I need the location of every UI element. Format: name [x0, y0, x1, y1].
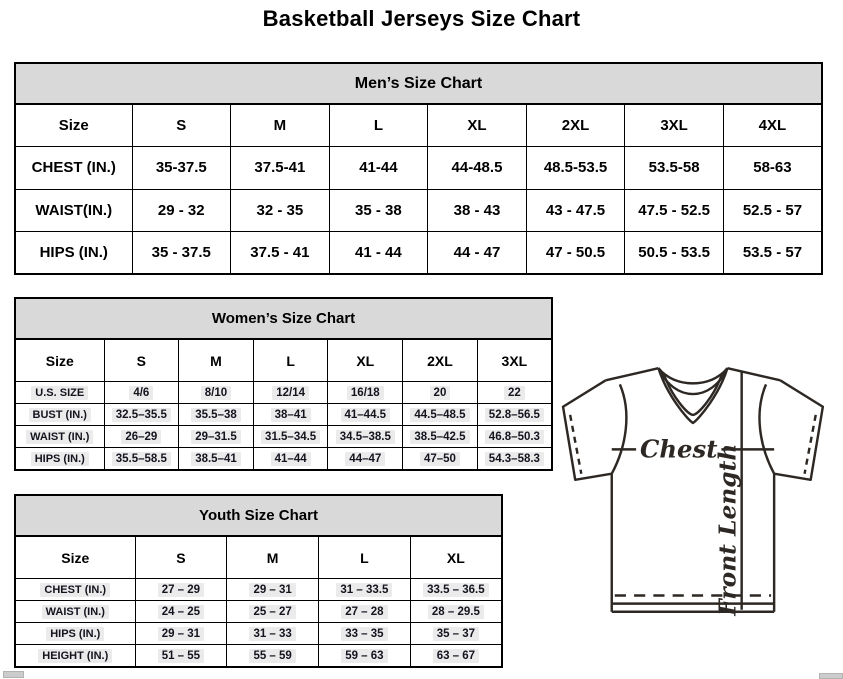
- size-value-cell: 47.5 - 52.5: [625, 189, 724, 231]
- highlighted-text: HIPS (IN.): [46, 627, 104, 641]
- highlighted-text: 44.5–48.5: [410, 408, 469, 422]
- table-row: [15, 601, 502, 623]
- column-header: XL: [428, 104, 527, 147]
- mens-size-chart: [14, 62, 823, 275]
- table-row: [15, 645, 502, 668]
- table-row: [15, 404, 552, 426]
- column-header: Size: [15, 536, 135, 579]
- size-value-cell: [328, 382, 403, 404]
- size-value-cell: 41-44: [329, 147, 428, 189]
- highlighted-text: 29 – 31: [158, 627, 204, 641]
- size-value-cell: [410, 645, 502, 668]
- size-value-cell: 52.5 - 57: [723, 189, 822, 231]
- size-value-cell: [477, 404, 552, 426]
- size-value-cell: 50.5 - 53.5: [625, 231, 724, 274]
- highlighted-text: 46.8–50.3: [485, 430, 544, 444]
- table-title: Youth Size Chart: [15, 495, 502, 536]
- size-value-cell: [319, 579, 411, 601]
- column-header: L: [329, 104, 428, 147]
- size-value-cell: [179, 382, 254, 404]
- highlighted-text: WAIST (IN.): [42, 605, 109, 619]
- column-header: L: [253, 339, 328, 382]
- size-value-cell: 44-48.5: [428, 147, 527, 189]
- column-header: S: [135, 536, 227, 579]
- highlighted-text: 63 – 67: [433, 649, 479, 663]
- highlighted-text: 26–29: [121, 430, 161, 444]
- size-value-cell: [135, 645, 227, 668]
- table-row: [15, 231, 822, 274]
- size-value-cell: 35-37.5: [132, 147, 231, 189]
- size-value-cell: [253, 404, 328, 426]
- size-value-cell: 48.5-53.5: [526, 147, 625, 189]
- table-row: [15, 382, 552, 404]
- womens-size-chart: [14, 297, 553, 471]
- column-header: Size: [15, 104, 132, 147]
- size-value-cell: [179, 426, 254, 448]
- size-value-cell: 29 - 32: [132, 189, 231, 231]
- highlighted-text: 33 – 35: [341, 627, 387, 641]
- column-header: 3XL: [625, 104, 724, 147]
- youth-size-chart-table: [14, 494, 503, 668]
- highlighted-text: 20: [430, 386, 451, 400]
- highlighted-text: 31 – 33.5: [336, 583, 392, 597]
- row-label-cell: [15, 645, 135, 668]
- highlighted-text: 12/14: [272, 386, 309, 400]
- right-sleeve-outline: [774, 380, 823, 479]
- size-value-cell: [410, 579, 502, 601]
- size-value-cell: [403, 426, 478, 448]
- page-title: Basketball Jerseys Size Chart: [262, 6, 581, 31]
- table-row: [15, 623, 502, 645]
- table-row: [15, 448, 552, 471]
- size-value-cell: [253, 382, 328, 404]
- column-header: 4XL: [723, 104, 822, 147]
- row-label-cell: [15, 579, 135, 601]
- size-value-cell: [403, 448, 478, 471]
- size-value-cell: 35 - 38: [329, 189, 428, 231]
- left-sleeve-outline: [563, 380, 612, 479]
- highlighted-text: BUST (IN.): [29, 408, 91, 422]
- highlighted-text: 8/10: [201, 386, 231, 400]
- size-value-cell: [319, 645, 411, 668]
- highlighted-text: 31.5–34.5: [261, 430, 320, 444]
- size-value-cell: [410, 623, 502, 645]
- column-header: 2XL: [526, 104, 625, 147]
- column-header: XL: [328, 339, 403, 382]
- highlighted-text: 35 – 37: [433, 627, 479, 641]
- size-value-cell: [227, 623, 319, 645]
- size-value-cell: [319, 623, 411, 645]
- highlighted-text: 38–41: [271, 408, 311, 422]
- highlighted-text: CHEST (IN.): [40, 583, 110, 597]
- size-value-cell: [227, 645, 319, 668]
- highlighted-text: 59 – 63: [341, 649, 387, 663]
- highlighted-text: 16/18: [347, 386, 384, 400]
- front-length-label: Front Length: [713, 443, 742, 616]
- size-value-cell: 58-63: [723, 147, 822, 189]
- highlighted-text: 28 – 29.5: [428, 605, 484, 619]
- highlighted-text: WAIST (IN.): [26, 430, 93, 444]
- size-value-cell: [328, 426, 403, 448]
- column-header: M: [227, 536, 319, 579]
- row-label-cell: [15, 448, 104, 471]
- size-value-cell: [135, 579, 227, 601]
- row-label-cell: CHEST (IN.): [15, 147, 132, 189]
- highlighted-text: 29 – 31: [249, 583, 295, 597]
- size-value-cell: [179, 404, 254, 426]
- size-value-cell: [135, 601, 227, 623]
- column-header: Size: [15, 339, 104, 382]
- highlighted-text: 27 – 29: [158, 583, 204, 597]
- jersey-outline-drawing: [561, 360, 833, 626]
- size-value-cell: [410, 601, 502, 623]
- column-header: 2XL: [403, 339, 478, 382]
- column-header: S: [104, 339, 179, 382]
- highlighted-text: 31 – 33: [249, 627, 295, 641]
- size-value-cell: [253, 448, 328, 471]
- youth-size-chart: [14, 494, 503, 663]
- highlighted-text: 51 – 55: [158, 649, 204, 663]
- highlighted-text: HEIGHT (IN.): [38, 649, 112, 663]
- row-label-cell: [15, 382, 104, 404]
- right-armhole-curve: [759, 384, 774, 473]
- size-value-cell: [227, 601, 319, 623]
- size-value-cell: [253, 426, 328, 448]
- highlighted-text: 54.3–58.3: [485, 452, 544, 466]
- highlighted-text: 22: [504, 386, 525, 400]
- column-header: L: [319, 536, 411, 579]
- left-shoulder-line: [606, 368, 659, 380]
- mens-size-chart-table: [14, 62, 823, 275]
- size-value-cell: 38 - 43: [428, 189, 527, 231]
- highlighted-text: 32.5–35.5: [112, 408, 171, 422]
- size-value-cell: [135, 623, 227, 645]
- highlighted-text: 44–47: [345, 452, 385, 466]
- size-value-cell: [104, 426, 179, 448]
- size-value-cell: [179, 448, 254, 471]
- table-row: [15, 426, 552, 448]
- table-row: [15, 189, 822, 231]
- highlighted-text: 52.8–56.5: [485, 408, 544, 422]
- highlighted-text: 29–31.5: [191, 430, 241, 444]
- highlighted-text: 4/6: [129, 386, 153, 400]
- size-value-cell: [104, 448, 179, 471]
- column-header: 3XL: [477, 339, 552, 382]
- collar-curve-1: [658, 368, 727, 383]
- size-value-cell: [104, 404, 179, 426]
- highlighted-text: 34.5–38.5: [336, 430, 395, 444]
- womens-size-chart-table: [14, 297, 553, 471]
- size-value-cell: [477, 448, 552, 471]
- highlighted-text: 35.5–58.5: [112, 452, 171, 466]
- highlighted-text: 24 – 25: [158, 605, 204, 619]
- highlighted-text: 25 – 27: [249, 605, 295, 619]
- highlighted-text: 41–44: [271, 452, 311, 466]
- size-value-cell: [319, 601, 411, 623]
- scrollbar-fragment-right: [819, 673, 843, 679]
- size-value-cell: 32 - 35: [231, 189, 330, 231]
- right-shoulder-line: [727, 368, 780, 380]
- highlighted-text: HIPS (IN.): [31, 452, 89, 466]
- size-value-cell: 44 - 47: [428, 231, 527, 274]
- highlighted-text: 38.5–42.5: [410, 430, 469, 444]
- size-value-cell: 37.5-41: [231, 147, 330, 189]
- size-value-cell: 43 - 47.5: [526, 189, 625, 231]
- size-value-cell: [104, 382, 179, 404]
- row-label-cell: WAIST(IN.): [15, 189, 132, 231]
- highlighted-text: 41–44.5: [341, 408, 391, 422]
- size-value-cell: 35 - 37.5: [132, 231, 231, 274]
- highlighted-text: 33.5 – 36.5: [423, 583, 489, 597]
- size-value-cell: 53.5-58: [625, 147, 724, 189]
- size-value-cell: 53.5 - 57: [723, 231, 822, 274]
- size-value-cell: [403, 382, 478, 404]
- highlighted-text: 55 – 59: [249, 649, 295, 663]
- highlighted-text: 35.5–38: [191, 408, 241, 422]
- jersey-measurement-diagram: [561, 360, 833, 626]
- column-header: XL: [410, 536, 502, 579]
- size-value-cell: 41 - 44: [329, 231, 428, 274]
- column-header: S: [132, 104, 231, 147]
- row-label-cell: [15, 601, 135, 623]
- highlighted-text: 38.5–41: [191, 452, 241, 466]
- left-armhole-curve: [612, 384, 627, 473]
- table-title: Men’s Size Chart: [15, 63, 822, 104]
- row-label-cell: [15, 623, 135, 645]
- size-value-cell: [328, 448, 403, 471]
- highlighted-text: 47–50: [420, 452, 460, 466]
- row-label-cell: [15, 426, 104, 448]
- chest-label: Chest: [639, 434, 718, 464]
- size-value-cell: [477, 382, 552, 404]
- table-title: Women’s Size Chart: [15, 298, 552, 339]
- size-value-cell: [477, 426, 552, 448]
- size-value-cell: [227, 579, 319, 601]
- size-value-cell: [403, 404, 478, 426]
- column-header: M: [231, 104, 330, 147]
- column-header: M: [179, 339, 254, 382]
- highlighted-text: U.S. SIZE: [31, 386, 88, 400]
- size-value-cell: 47 - 50.5: [526, 231, 625, 274]
- row-label-cell: [15, 404, 104, 426]
- size-value-cell: 37.5 - 41: [231, 231, 330, 274]
- row-label-cell: HIPS (IN.): [15, 231, 132, 274]
- table-row: [15, 147, 822, 189]
- highlighted-text: 27 – 28: [341, 605, 387, 619]
- size-value-cell: [328, 404, 403, 426]
- table-row: [15, 579, 502, 601]
- scrollbar-fragment-left: [3, 671, 24, 678]
